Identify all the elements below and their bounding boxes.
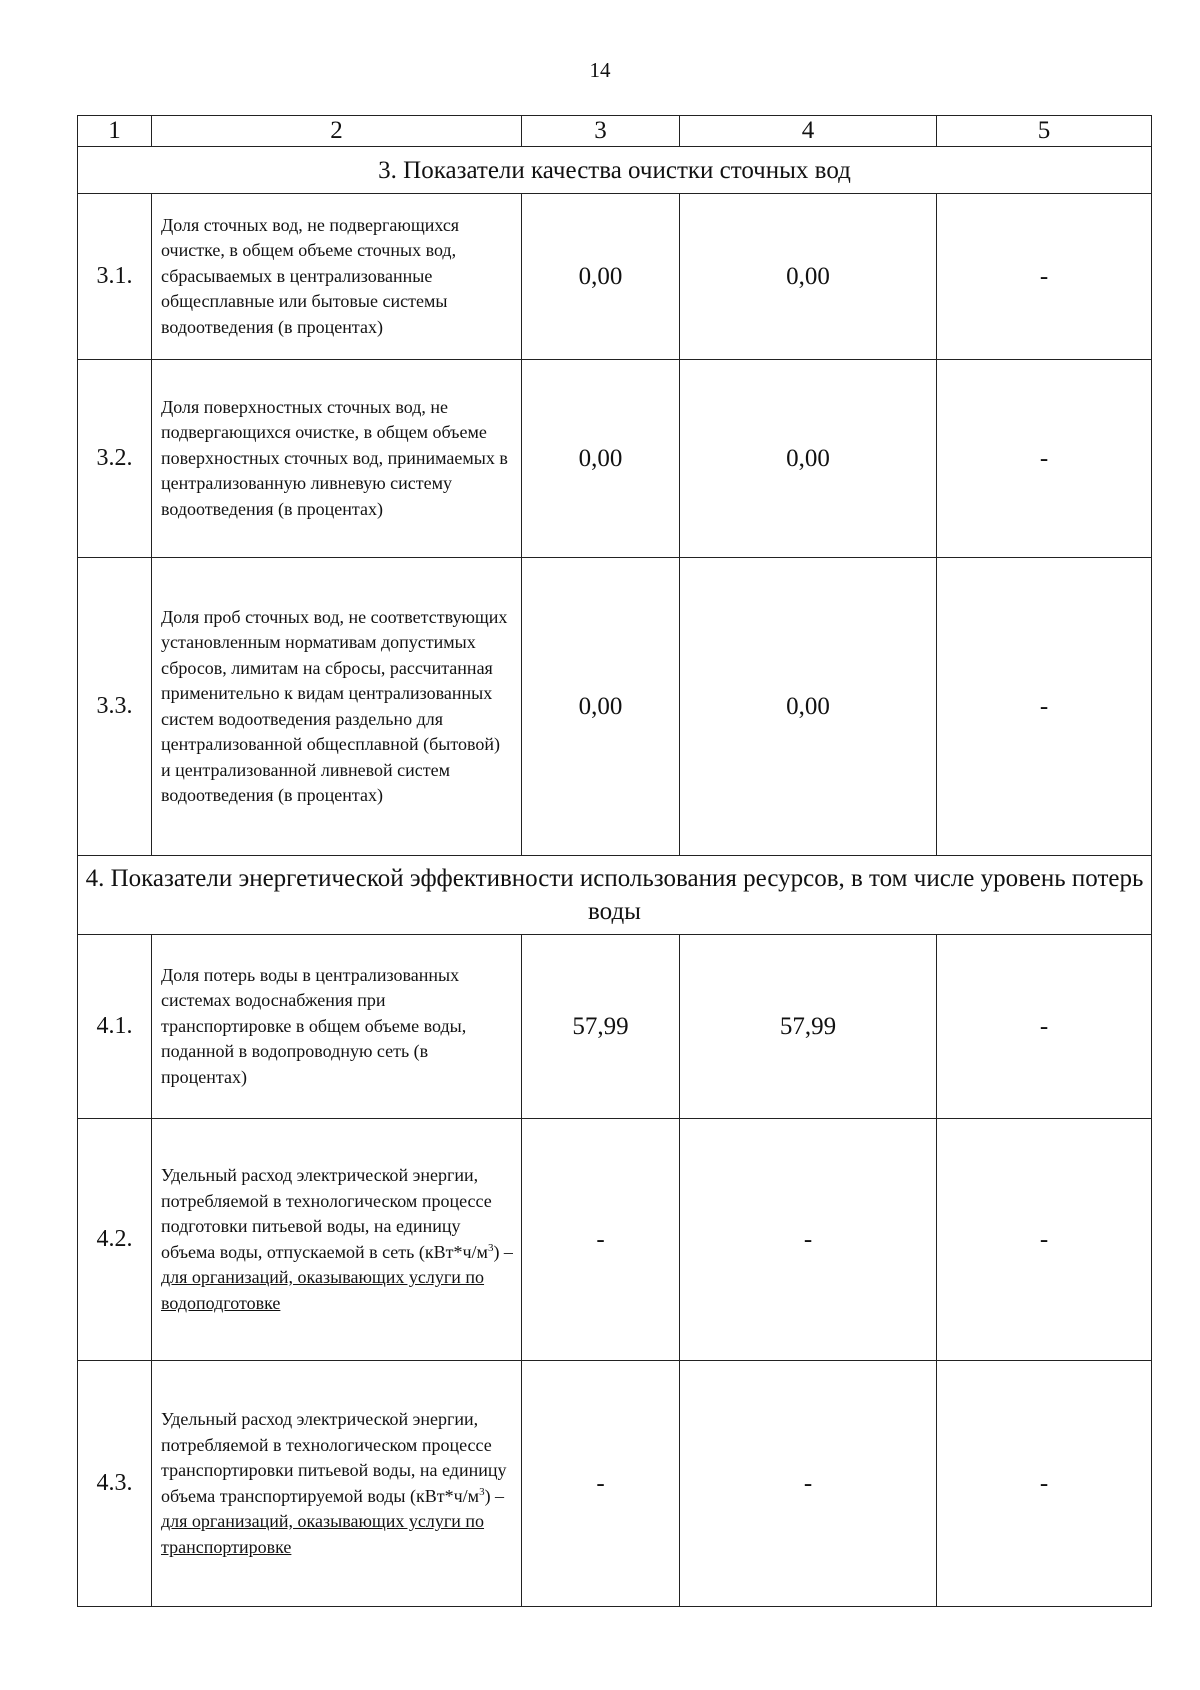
indicator-description: Доля сточных вод, не подвергающихся очистке, в общем объеме сточных вод, сбрасываемых в централизованные общесплавные или бытовые системы водоотведения (в процентах) (152, 194, 522, 360)
header-col-4: 4 (680, 116, 937, 147)
row-number: 3.3. (78, 558, 152, 856)
header-col-1: 1 (78, 116, 152, 147)
header-col-5: 5 (937, 116, 1152, 147)
indicator-description: Доля проб сточных вод, не соответствующих установленным нормативам допустимых сбросов, лимитам на сбросы, рассчитанная применительно к видам централизованных систем водоотведения раздельно для централизованной общесплавной (бытовой) и централизованной ливневой систем водоотведения (в процентах) (152, 558, 522, 856)
row-number: 3.2. (78, 360, 152, 558)
value-col-3: 0,00 (522, 194, 680, 360)
indicator-description: Доля потерь воды в централизованных системах водоснабжения при транспортировке в общем объеме воды, поданной в водопроводную сеть (в процентах) (152, 935, 522, 1119)
value-col-4: 0,00 (680, 558, 937, 856)
section-4-title: 4. Показатели энергетической эффективности использования ресурсов, в том числе уровень потерь воды (78, 856, 1152, 935)
value-col-4: 0,00 (680, 194, 937, 360)
header-col-3: 3 (522, 116, 680, 147)
value-col-5: - (937, 935, 1152, 1119)
row-number: 4.3. (78, 1361, 152, 1607)
value-col-3: - (522, 1361, 680, 1607)
section-4-heading-row (78, 856, 1152, 935)
table-row (78, 935, 1152, 1119)
value-col-5: - (937, 1361, 1152, 1607)
table-row (78, 360, 1152, 558)
value-col-3: - (522, 1119, 680, 1361)
page-number: 14 (589, 58, 611, 82)
description-text-after: ) – (493, 1241, 513, 1262)
value-col-4: - (680, 1361, 937, 1607)
header-col-2: 2 (152, 116, 522, 147)
underlined-note: для организаций, оказывающих услуги по водоподготовке (161, 1267, 485, 1313)
table-row (78, 1119, 1152, 1361)
row-number: 4.2. (78, 1119, 152, 1361)
value-col-5: - (937, 558, 1152, 856)
section-3-heading-row (78, 147, 1152, 194)
indicators-table (77, 115, 1152, 1607)
indicator-description (152, 1119, 522, 1361)
table-row (78, 558, 1152, 856)
value-col-5: - (937, 360, 1152, 558)
superscript-exponent: 3 (487, 1241, 494, 1254)
value-col-3: 0,00 (522, 558, 680, 856)
row-number: 4.1. (78, 935, 152, 1119)
indicator-description: Доля поверхностных сточных вод, не подвергающихся очистке, в общем объеме поверхностных сточных вод, принимаемых в централизованную ливневую систему водоотведения (в процентах) (152, 360, 522, 558)
description-text: Удельный расход электрической энергии, потребляемой в технологическом процессе подготовки питьевой воды, на единицу объема воды, отпускаемой в сеть (кВт*ч/м (161, 1165, 492, 1262)
indicator-description (152, 1361, 522, 1607)
underlined-note: для организаций, оказывающих услуги по транспортировке (161, 1511, 485, 1557)
table-row (78, 1361, 1152, 1607)
superscript-exponent: 3 (479, 1485, 485, 1498)
value-col-5: - (937, 194, 1152, 360)
value-col-4: 0,00 (680, 360, 937, 558)
value-col-4: - (680, 1119, 937, 1361)
section-3-title: 3. Показатели качества очистки сточных вод (78, 147, 1152, 194)
value-col-4: 57,99 (680, 935, 937, 1119)
row-number: 3.1. (78, 194, 152, 360)
value-col-5: - (937, 1119, 1152, 1361)
value-col-3: 0,00 (522, 360, 680, 558)
description-text-after: ) – (484, 1485, 505, 1506)
description-text: Удельный расход электрической энергии, потребляемой в технологическом процессе транспортировки питьевой воды, на единицу объема транспортируемой воды (кВт*ч/м (161, 1409, 507, 1506)
table-row (78, 194, 1152, 360)
value-col-3: 57,99 (522, 935, 680, 1119)
header-row (78, 116, 1152, 147)
